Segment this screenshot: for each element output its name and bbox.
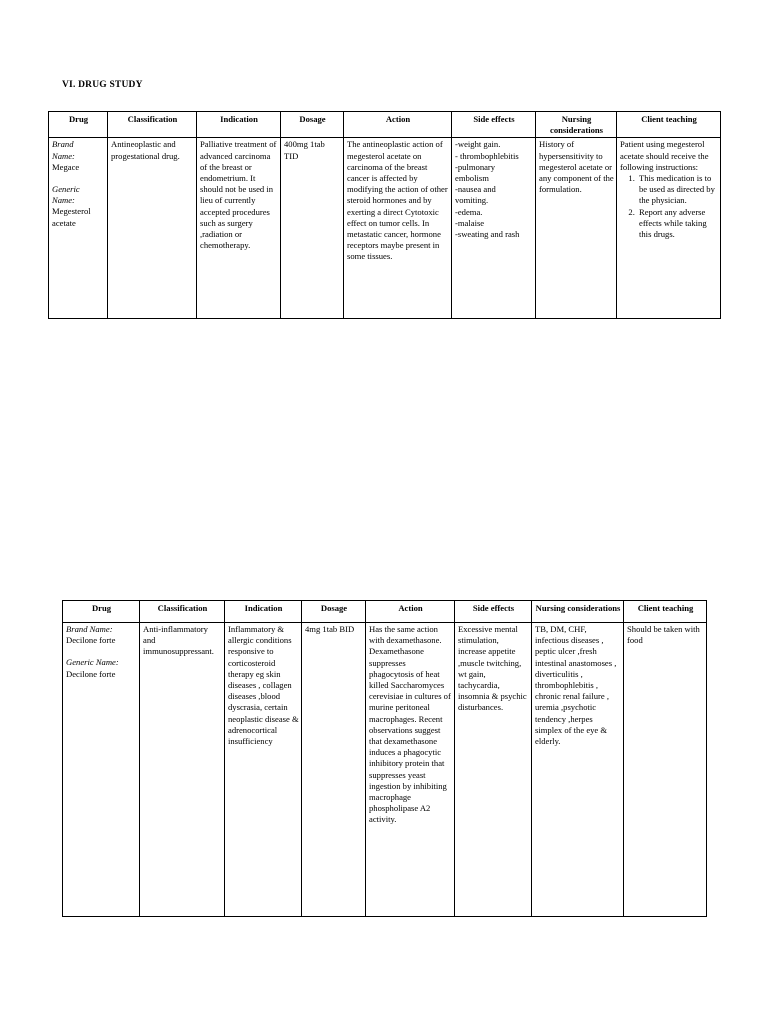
indication-cell: Inflammatory & allergic conditions responsive to corticosteroid therapy eg skin diseases , collagen diseases ,blood dyscrasia, certain neoplastic disease & adrenocortical insufficiency (225, 623, 302, 917)
classification-cell: Anti-inflammatory and immunosuppressant. (140, 623, 225, 917)
drug-cell: Brand Name: Decilone forte Generic Name: Decilone forte (63, 623, 140, 917)
header-indication: Indication (225, 601, 302, 623)
brand-label: Brand (52, 139, 74, 150)
table-row (63, 623, 707, 917)
drug-study-table-2 (62, 600, 707, 917)
side-effect-item: - thrombophlebitis (455, 150, 519, 161)
table-header-row (63, 601, 707, 623)
section-title: VI. DRUG STUDY (62, 80, 143, 90)
brand-name: Megace (52, 161, 80, 172)
brand-label: Brand Name (66, 624, 110, 634)
action-cell: The antineoplastic action of megesterol acetate on carcinoma of the breast cancer is affected by modifying the action of other steroid hormones and by exerting a direct Cytotoxic effect on tumor cells. In metastatic cancer, hormone receptors maybe present in some tissues. (344, 138, 452, 319)
header-nursing-considerations: Nursing considerations (536, 112, 617, 138)
header-client-teaching: Client teaching (617, 112, 721, 138)
generic-label: Generic Name (66, 657, 116, 668)
generic-label-cont: Name: (52, 195, 75, 206)
generic-name: Megesterol (52, 206, 91, 217)
drug-study-table-1 (48, 111, 721, 319)
header-side-effects: Side effects (455, 601, 532, 623)
action-cell: Has the same action with dexamethasone. Dexamethasone suppresses phagocytosis of heat killed Saccharomyces cerevisiae in cultures of murine peritoneal macrophages. Recent observations suggest that dexamethasone induces a phagocytic inhibitory protein that suppresses yeast ingestion by inhibiting macrophage phospholipase A2 activity. (366, 623, 455, 917)
table-header-row (49, 112, 721, 138)
side-effect-item: -malaise (455, 217, 485, 228)
header-drug: Drug (49, 112, 108, 138)
generic-name: Decilone forte (66, 668, 116, 679)
side-effects-cell (452, 138, 536, 319)
dosage-cell: 400mg 1tab TID (281, 138, 344, 319)
header-classification: Classification (108, 112, 197, 138)
side-effect-item: -nausea and (455, 184, 496, 195)
teaching-intro: Patient using megesterol acetate should receive the following instructions: (620, 139, 709, 172)
header-action: Action (366, 601, 455, 623)
table-row (49, 138, 721, 319)
generic-label: Generic (52, 184, 80, 195)
header-action: Action (344, 112, 452, 138)
side-effect-item: -sweating and rash (455, 229, 520, 240)
header-client-teaching: Client teaching (624, 601, 707, 623)
side-effects-cell: Excessive mental stimulation, increase appetite ,muscle twitching, wt gain, tachycardia, insomnia & psychic disturbances. (455, 623, 532, 917)
client-teaching-cell (617, 138, 721, 319)
nursing-considerations-cell: History of hypersensitivity to megesterol acetate or any component of the formulation. (536, 138, 617, 319)
drug-cell (49, 138, 108, 319)
brand-label-cont: Name: (52, 150, 75, 161)
indication-cell: Palliative treatment of advanced carcinoma of the breast or endometrium. It should not be used in lieu of currently accepted procedures such as surgery ,radiation or chemotherapy. (197, 138, 281, 319)
client-teaching-cell: Should be taken with food (624, 623, 707, 917)
header-side-effects: Side effects (452, 112, 536, 138)
teaching-list (620, 173, 718, 240)
dosage-cell: 4mg 1tab BID (302, 623, 366, 917)
header-classification: Classification (140, 601, 225, 623)
side-effect-item: embolism (455, 173, 489, 184)
header-indication: Indication (197, 112, 281, 138)
header-drug: Drug (63, 601, 140, 623)
side-effect-item: -pulmonary (455, 161, 496, 172)
side-effect-item: vomiting. (455, 195, 489, 206)
teaching-item: 2. Report any adverse effects while taking this drugs. (637, 207, 718, 241)
brand-name: Decilone forte (66, 635, 116, 646)
teaching-item: 1. This medication is to be used as directed by the physician. (637, 173, 718, 207)
nursing-considerations-cell: TB, DM, CHF, infectious diseases , peptic ulcer ,fresh intestinal anastomoses , diverticulitis , thrombophlebitis , chronic renal failure , uremia ,psychotic tendency ,herpes simplex of the eye & elderly. (532, 623, 624, 917)
generic-name-cont: acetate (52, 217, 76, 228)
header-nursing-considerations: Nursing considerations (532, 601, 624, 623)
header-dosage: Dosage (302, 601, 366, 623)
side-effect-item: -weight gain. (455, 139, 501, 150)
side-effect-item: -edema. (455, 206, 483, 217)
header-dosage: Dosage (281, 112, 344, 138)
classification-cell: Antineoplastic and progestational drug. (108, 138, 197, 319)
